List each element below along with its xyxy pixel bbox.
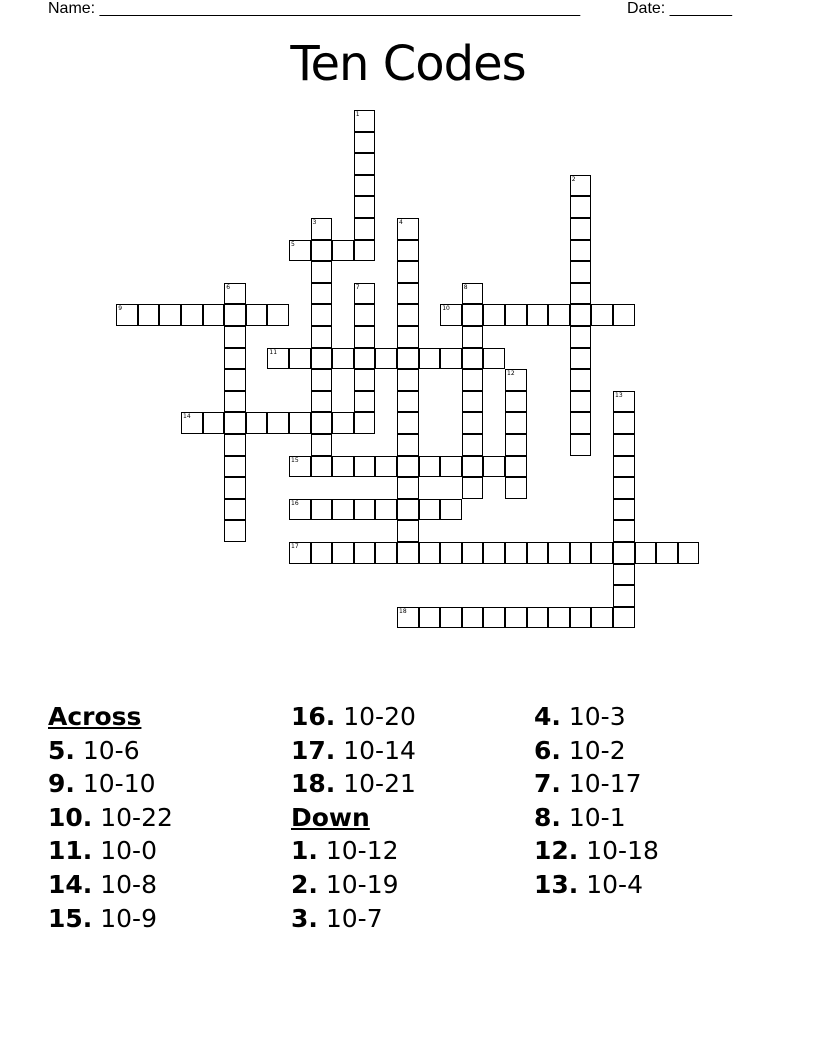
grid-cell[interactable] [483,304,505,326]
grid-cell[interactable] [527,542,549,564]
grid-cell[interactable] [419,348,441,370]
cell-number: 16 [291,499,299,507]
clue-down-3 [291,902,416,936]
across-heading: Across [48,702,142,731]
grid-cell[interactable] [440,456,462,478]
grid-cell[interactable] [224,326,246,348]
grid-cell[interactable] [570,240,592,262]
grid-cell[interactable] [635,542,657,564]
grid-cell[interactable] [311,499,333,521]
clue-number: 17. [291,735,336,765]
grid-cell[interactable] [354,369,376,391]
clue-number: 16. [291,702,336,731]
clue-number: 2. [291,869,318,899]
grid-cell[interactable] [505,477,527,499]
grid-cell[interactable] [570,283,592,305]
grid-cell[interactable] [462,326,484,348]
grid-cell[interactable] [397,456,419,478]
grid-cell[interactable] [332,542,354,564]
clue-column-1 [48,700,173,935]
clue-number: 7. [534,769,561,799]
cell-number: 11 [269,348,278,356]
grid-cell[interactable] [548,542,570,564]
clue-text: 10-17 [568,769,642,799]
grid-cell[interactable] [397,261,419,283]
clue-down-1 [291,834,416,868]
clue-text: 10-19 [325,869,399,899]
grid-cell[interactable] [397,477,419,499]
grid-cell[interactable] [397,369,419,391]
clue-across-9 [48,767,173,801]
grid-cell[interactable] [397,412,419,434]
clue-text: 10-0 [100,836,157,866]
cell-number: 15 [291,456,299,464]
grid-cell[interactable] [505,304,527,326]
grid-cell[interactable] [613,304,635,326]
grid-cell[interactable] [613,499,635,521]
grid-cell[interactable] [570,348,592,370]
grid-cell[interactable] [591,607,613,629]
clue-text: 10-14 [343,735,416,765]
grid-cell[interactable] [397,434,419,456]
grid-cell[interactable] [613,434,635,456]
grid-cell[interactable] [527,304,549,326]
clue-number: 12. [534,836,579,866]
grid-cell[interactable] [397,348,419,370]
grid-cell[interactable] [505,391,527,413]
clue-number: 5. [48,735,75,765]
grid-cell[interactable] [397,240,419,262]
clue-text: 10-1 [568,802,626,832]
grid-cell[interactable] [311,391,333,413]
grid-cell[interactable] [289,348,311,370]
grid-cell[interactable] [613,412,635,434]
grid-cell[interactable] [505,412,527,434]
grid-cell[interactable] [224,499,246,521]
grid-cell[interactable] [397,304,419,326]
grid-cell[interactable] [375,542,397,564]
cell-number: 17 [291,543,299,550]
cell-number: 4 [399,219,403,226]
clue-across-17 [291,734,416,768]
grid-cell[interactable] [267,304,289,326]
grid-cell[interactable] [570,218,592,240]
grid-cell[interactable] [591,542,613,564]
grid-cell[interactable] [397,499,419,521]
grid-cell[interactable] [678,542,700,564]
grid-cell[interactable] [138,304,160,326]
clue-down-6 [534,734,659,768]
clue-text: 10-2 [568,735,626,765]
grid-cell[interactable] [462,542,484,564]
grid-cell[interactable] [570,391,592,413]
cell-number: 10 [442,305,450,313]
cell-number: 7 [355,283,360,291]
clue-text: 10-3 [568,702,626,731]
clue-down-8 [534,801,659,835]
clue-number: 1. [291,836,318,866]
clue-text: 10-20 [343,702,416,731]
clue-number: 3. [291,903,318,933]
grid-cell[interactable] [419,542,441,564]
grid-cell[interactable] [505,456,527,478]
cell-number: 5 [291,240,295,248]
grid-cell[interactable] [224,434,246,456]
clue-down-12 [534,834,659,868]
grid-cell[interactable] [505,434,527,456]
clue-number: 6. [534,735,561,765]
cell-number: 2 [571,175,576,183]
grid-cell[interactable] [224,304,246,326]
grid-cell[interactable] [354,196,376,218]
clue-number: 14. [48,869,93,899]
grid-cell[interactable] [613,520,635,542]
clue-across-11 [48,834,173,868]
grid-cell[interactable] [267,412,289,434]
grid-cell[interactable] [354,175,376,197]
grid-cell[interactable] [462,434,484,456]
grid-cell[interactable] [246,304,268,326]
clue-column-3 [534,700,659,902]
grid-cell[interactable] [375,348,397,370]
grid-cell[interactable] [203,304,225,326]
grid-cell[interactable] [354,153,376,175]
name-field-label: Name: ______________________________________________________ [48,0,581,17]
grid-cell[interactable] [419,499,441,521]
grid-cell[interactable] [570,369,592,391]
grid-cell[interactable] [570,326,592,348]
grid-cell[interactable] [527,607,549,629]
cell-number: 3 [312,219,317,226]
clue-down-7 [534,767,659,801]
grid-cell[interactable] [397,283,419,305]
clue-down-13 [534,868,659,902]
grid-cell[interactable] [505,607,527,629]
grid-cell[interactable] [332,456,354,478]
grid-cell[interactable] [224,477,246,499]
grid-cell[interactable] [440,607,462,629]
clue-number: 4. [534,702,561,731]
grid-cell[interactable] [224,412,246,434]
date-field-label: Date: _______ [627,0,732,17]
grid-cell[interactable] [462,304,484,326]
grid-cell[interactable] [419,607,441,629]
grid-cell[interactable] [311,261,333,283]
grid-cell[interactable] [311,412,333,434]
grid-cell[interactable] [548,304,570,326]
clue-text: 10-18 [586,836,659,866]
clue-text: 10-12 [325,836,399,866]
clue-down-2 [291,868,416,902]
grid-cell[interactable] [354,499,376,521]
grid-cell[interactable] [548,607,570,629]
grid-cell[interactable] [311,542,333,564]
clue-number: 11. [48,836,93,866]
clue-across-14 [48,868,173,902]
grid-cell[interactable] [656,542,678,564]
grid-cell[interactable] [311,304,333,326]
grid-cell[interactable] [354,348,376,370]
clue-text: 10-6 [82,735,140,765]
cell-number: 9 [118,305,123,313]
clue-text: 10-10 [82,769,156,799]
grid-cell[interactable] [440,499,462,521]
grid-cell[interactable] [375,456,397,478]
grid-cell[interactable] [570,412,592,434]
grid-cell[interactable] [613,477,635,499]
grid-cell[interactable] [224,456,246,478]
grid-cell[interactable] [462,412,484,434]
grid-cell[interactable] [354,304,376,326]
grid-cell[interactable] [311,456,333,478]
clue-number: 15. [48,903,93,933]
clue-number: 18. [291,769,336,799]
grid-cell[interactable] [311,348,333,370]
grid-cell[interactable] [375,499,397,521]
grid-cell[interactable] [354,456,376,478]
clue-text: 10-8 [100,869,157,899]
clue-text: 10-22 [100,802,173,832]
grid-cell[interactable] [505,542,527,564]
grid-cell[interactable] [483,542,505,564]
grid-cell[interactable] [181,304,203,326]
grid-cell[interactable] [570,261,592,283]
cell-number: 6 [226,283,231,291]
grid-cell[interactable] [311,283,333,305]
grid-cell[interactable] [397,520,419,542]
grid-cell[interactable] [332,348,354,370]
grid-cell[interactable] [311,434,333,456]
clue-text: 10-7 [325,903,383,933]
cell-number: 1 [355,111,360,118]
grid-cell[interactable] [613,542,635,564]
grid-cell[interactable] [570,542,592,564]
grid-cell[interactable] [397,326,419,348]
grid-cell[interactable] [354,218,376,240]
grid-cell[interactable] [397,542,419,564]
page-title: Ten Codes [290,36,526,92]
grid-cell[interactable] [224,520,246,542]
grid-cell[interactable] [462,456,484,478]
grid-cell[interactable] [613,564,635,586]
grid-cell[interactable] [462,369,484,391]
clue-column-2 [291,700,416,935]
cell-number: 8 [463,283,468,291]
grid-cell[interactable] [570,434,592,456]
grid-cell[interactable] [332,412,354,434]
grid-cell[interactable] [613,456,635,478]
grid-cell[interactable] [354,412,376,434]
grid-cell[interactable] [246,412,268,434]
grid-cell[interactable] [483,456,505,478]
grid-cell[interactable] [570,196,592,218]
grid-cell[interactable] [440,348,462,370]
grid-cell[interactable] [354,240,376,262]
grid-cell[interactable] [570,607,592,629]
clue-number: 13. [534,869,579,899]
clue-text: 10-21 [343,769,416,799]
grid-cell[interactable] [354,542,376,564]
cell-number: 14 [183,413,191,421]
grid-cell[interactable] [613,585,635,607]
grid-cell[interactable] [419,456,441,478]
cell-number: 12 [507,370,515,378]
grid-cell[interactable] [440,542,462,564]
grid-cell[interactable] [224,369,246,391]
clue-across-5 [48,734,173,768]
grid-cell[interactable] [354,132,376,154]
grid-cell[interactable] [354,326,376,348]
cell-number: 13 [615,391,623,399]
grid-cell[interactable] [332,499,354,521]
clue-text: 10-9 [100,903,157,933]
down-heading: Down [291,802,370,832]
grid-cell[interactable] [483,348,505,370]
grid-cell[interactable] [311,369,333,391]
clue-number: 9. [48,769,75,799]
grid-cell[interactable] [224,348,246,370]
grid-cell[interactable] [483,607,505,629]
grid-cell[interactable] [613,607,635,629]
grid-cell[interactable] [462,607,484,629]
clue-across-18 [291,767,416,801]
clue-number: 10. [48,802,93,832]
grid-cell[interactable] [224,391,246,413]
clue-number: 8. [534,802,561,832]
grid-cell[interactable] [462,348,484,370]
clue-across-16 [291,700,416,734]
grid-cell[interactable] [203,412,225,434]
grid-cell[interactable] [289,412,311,434]
grid-cell[interactable] [591,304,613,326]
clue-down-4 [534,700,659,734]
grid-cell[interactable] [462,391,484,413]
grid-cell[interactable] [354,391,376,413]
cell-number: 18 [399,607,407,615]
grid-cell[interactable] [397,391,419,413]
grid-cell[interactable] [462,477,484,499]
grid-cell[interactable] [570,304,592,326]
grid-cell[interactable] [159,304,181,326]
grid-cell[interactable] [332,240,354,262]
clue-text: 10-4 [586,869,643,899]
grid-cell[interactable] [311,240,333,262]
clue-across-15 [48,902,173,936]
clue-across-10 [48,801,173,835]
grid-cell[interactable] [311,326,333,348]
